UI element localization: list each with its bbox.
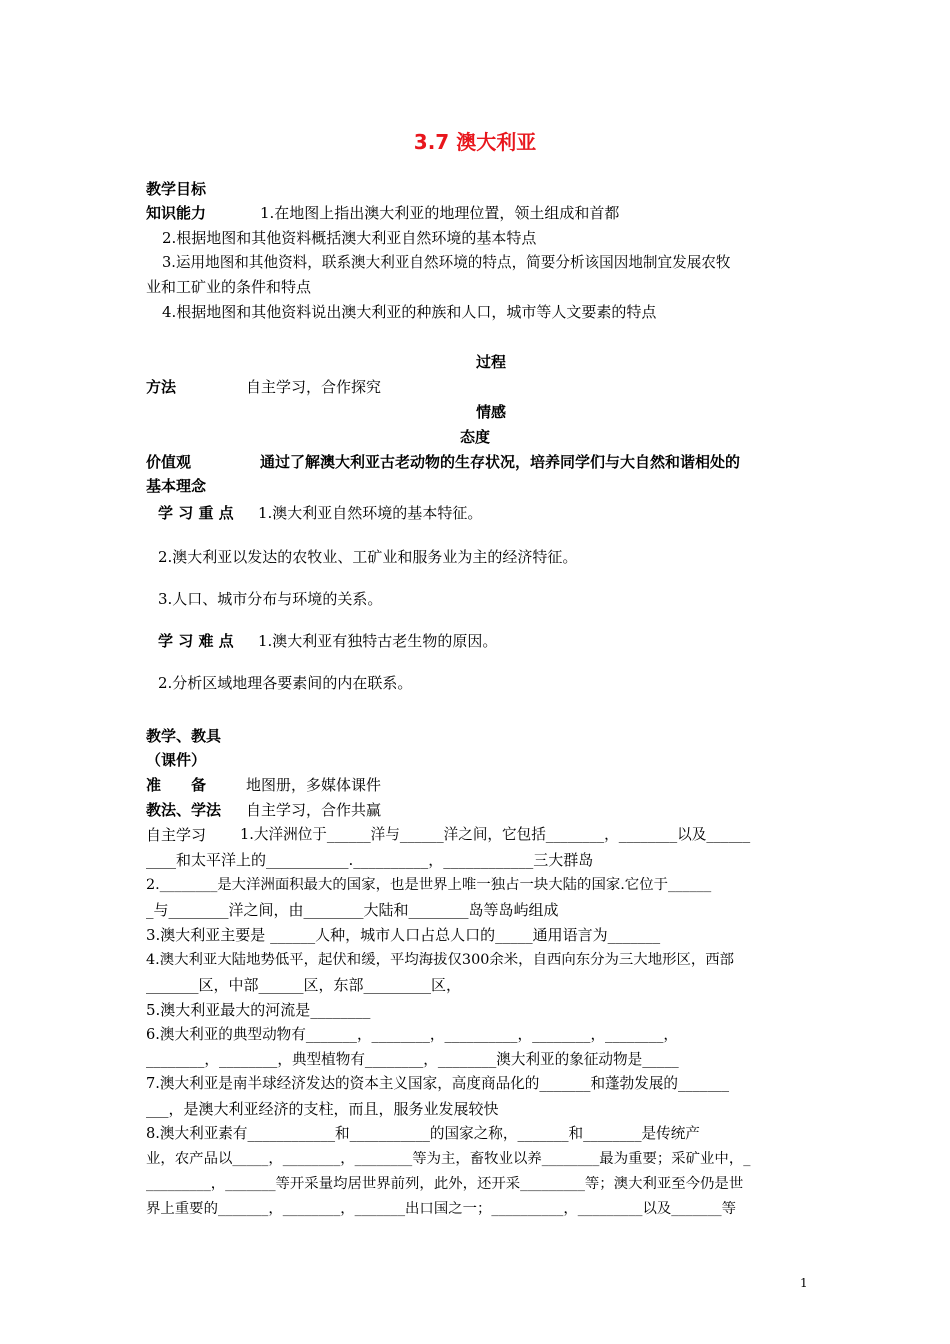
prep-label: 准 备	[146, 776, 207, 794]
emotion-heading: 情感	[476, 403, 507, 421]
study-line-6: 4.澳大利亚大陆地势低平，起伏和缓，平均海拔仅300余米，自西向东分为三大地形区，西部	[146, 952, 735, 968]
goal-2: 2.根据地图和其他资料概括澳大利亚自然环境的基本特点	[162, 229, 537, 247]
key-point-1: 1.澳大利亚自然环境的基本特征。	[258, 504, 483, 522]
study-line-16: 界上重要的_______，________，_______出口国之一；__________，_________以及_______等	[146, 1201, 737, 1217]
study-line-15: _________，_______等开采量均居世界前列，此外，还开采_________等；澳大利亚至今仍是世	[146, 1176, 744, 1192]
key-point-2: 2.澳大利亚以发达的农牧业、工矿业和服务业为主的经济特征。	[158, 548, 578, 566]
study-line-2: ____和太平洋上的___________.__________，____________三大群岛	[146, 851, 594, 869]
self-study-label: 自主学习	[146, 826, 207, 844]
method-label: 方法	[146, 378, 177, 396]
study-line-7: _______区，中部______区，东部_________区，	[146, 976, 462, 994]
goal-3b: 业和工矿业的条件和特点	[146, 278, 312, 296]
study-line-14: 业，农产品以_____，________，________等为主，畜牧业以养________最为重要；采矿业中，_	[146, 1151, 751, 1167]
study-line-12: ___，是澳大利亚经济的支柱，而且，服务业发展较快	[146, 1100, 499, 1118]
study-line-3: 2.________是大洋洲面积最大的国家，也是世界上唯一独占一块大陆的国家.它位于______	[146, 877, 712, 893]
difficulty-1: 1.澳大利亚有独特古老生物的原因。	[258, 632, 498, 650]
goal-3a: 3.运用地图和其他资料，联系澳大利亚自然环境的特点，简要分析该国因地制宜发展农牧	[162, 254, 731, 271]
study-line-1: 1.大洋洲位于______洋与______洋之间，它包括________，________以及______	[240, 826, 751, 843]
study-line-9: 6.澳大利亚的典型动物有_______，________，__________，________，________，	[146, 1026, 679, 1043]
goal-4: 4.根据地图和其他资料说出澳大利亚的种族和人口，城市等人文要素的特点	[162, 303, 657, 321]
methods-label: 教法、学法	[146, 801, 222, 819]
page-number: 1	[800, 1276, 808, 1290]
goal-1: 1.在地图上指出澳大利亚的地理位置，领土组成和首都	[260, 204, 620, 222]
difficulty-2: 2.分析区域地理各要素间的内在联系。	[158, 674, 413, 692]
values-text: 通过了解澳大利亚古老动物的生存状况，培养同学们与大自然和谐相处的	[260, 453, 741, 471]
values-text-2: 基本理念	[146, 477, 207, 495]
study-line-4: _与________洋之间，由________大陆和________岛等岛屿组成	[146, 901, 559, 919]
prep-text: 地图册，多媒体课件	[246, 776, 382, 794]
values-label: 价值观	[146, 453, 192, 471]
difficulty-label: 学 习 难 点	[158, 632, 234, 650]
study-line-13: 8.澳大利亚素有____________和___________的国家之称，_______和________是传统产	[146, 1125, 700, 1142]
knowledge-label: 知识能力	[146, 204, 207, 222]
courseware-label: （课件）	[146, 751, 207, 769]
methods-text: 自主学习，合作共赢	[246, 801, 382, 819]
page-title: 3.7 澳大利亚	[413, 130, 537, 154]
study-line-8: 5.澳大利亚最大的河流是________	[146, 1001, 371, 1019]
method-text: 自主学习，合作探究	[246, 378, 382, 396]
study-line-10: ________，________，典型植物有________，________澳大利亚的象征动物是_____	[146, 1051, 679, 1068]
key-point-3: 3.人口、城市分布与环境的关系。	[158, 590, 383, 608]
goals-heading: 教学目标	[146, 180, 207, 198]
study-line-11: 7.澳大利亚是南半球经济发达的资本主义国家，高度商品化的_______和蓬勃发展的_______	[146, 1075, 730, 1092]
tools-heading: 教学、教具	[146, 727, 222, 745]
study-line-5: 3.澳大利亚主要是 ______人种，城市人口占总人口的_____通用语言为_______	[146, 926, 661, 944]
process-heading: 过程	[476, 353, 507, 371]
attitude-heading: 态度	[460, 428, 491, 446]
key-points-label: 学 习 重 点	[158, 504, 234, 522]
